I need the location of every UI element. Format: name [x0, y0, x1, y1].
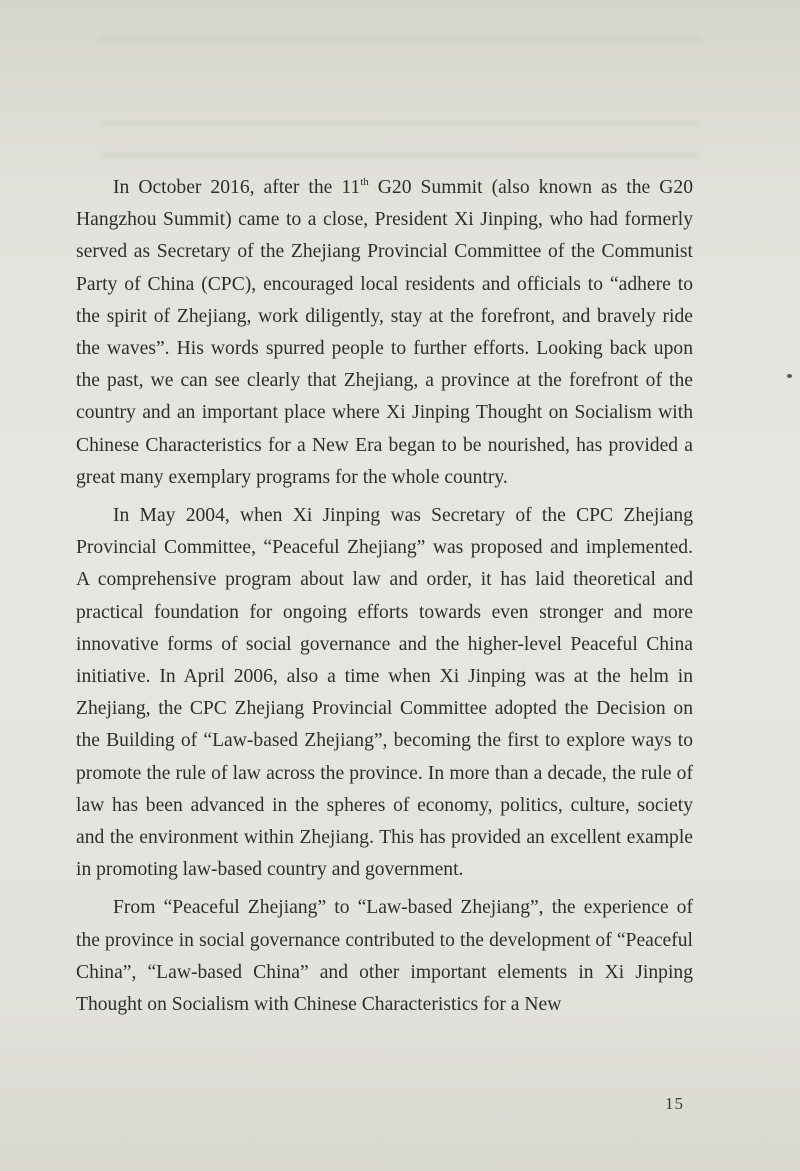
paragraph-1-start: In October 2016, after the 11	[113, 177, 361, 198]
paragraph-2: In May 2004, when Xi Jinping was Secretary of the CPC Zhejiang Provincial Committee, “Peaceful Zhejiang” was proposed and implemented. A comprehensive program about law and order, it has laid theoretical and practical foundation for ongoing efforts towards even stronger and more innovative forms of social governance and the higher-level Peaceful China initiative. In April 2006, also a time when Xi Jinping was at the helm in Zhejiang, the CPC Zhejiang Provincial Committee adopted the Decision on the Building of “Law-based Zhejiang”, becoming the first to explore ways to promote the rule of law across the province. In more than a decade, the rule of law has been advanced in the spheres of economy, politics, culture, society and the environment within Zhejiang. This has provided an excellent example in promoting law-based country and government.	[76, 505, 693, 881]
paragraph-1-rest: G20 Summit (also known as the G20 Hangzhou Summit) came to a close, President Xi Jinping, who had formerly served as Secretary of the Zhejiang Provincial Committee of the Communist Party of China (CPC), encouraged local residents and officials to “adhere to the spirit of Zhejiang, work diligently, stay at the forefront, and bravely ride the waves”. His words spurred people to further efforts. Looking back upon the past, we can see clearly that Zhejiang, a province at the forefront of the country and an important place where Xi Jinping Thought on Socialism with Chinese Characteristics for a New Era began to be nourished, has provided a great many exemplary programs for the whole country.	[76, 177, 693, 488]
body-text	[76, 172, 693, 1027]
paragraph-3: From “Peaceful Zhejiang” to “Law-based Zhejiang”, the experience of the province in social governance contributed to the development of “Peaceful China”, “Law-based China” and other important elements in Xi Jinping Thought on Socialism with Chinese Characteristics for a New	[76, 897, 693, 1016]
page-speck	[787, 374, 792, 378]
show-through-line	[100, 122, 700, 125]
ordinal-superscript: th	[360, 176, 369, 188]
show-through-line	[100, 38, 700, 41]
paragraph-1	[76, 172, 693, 494]
page-number: 15	[665, 1094, 684, 1113]
show-through-line	[100, 154, 700, 157]
